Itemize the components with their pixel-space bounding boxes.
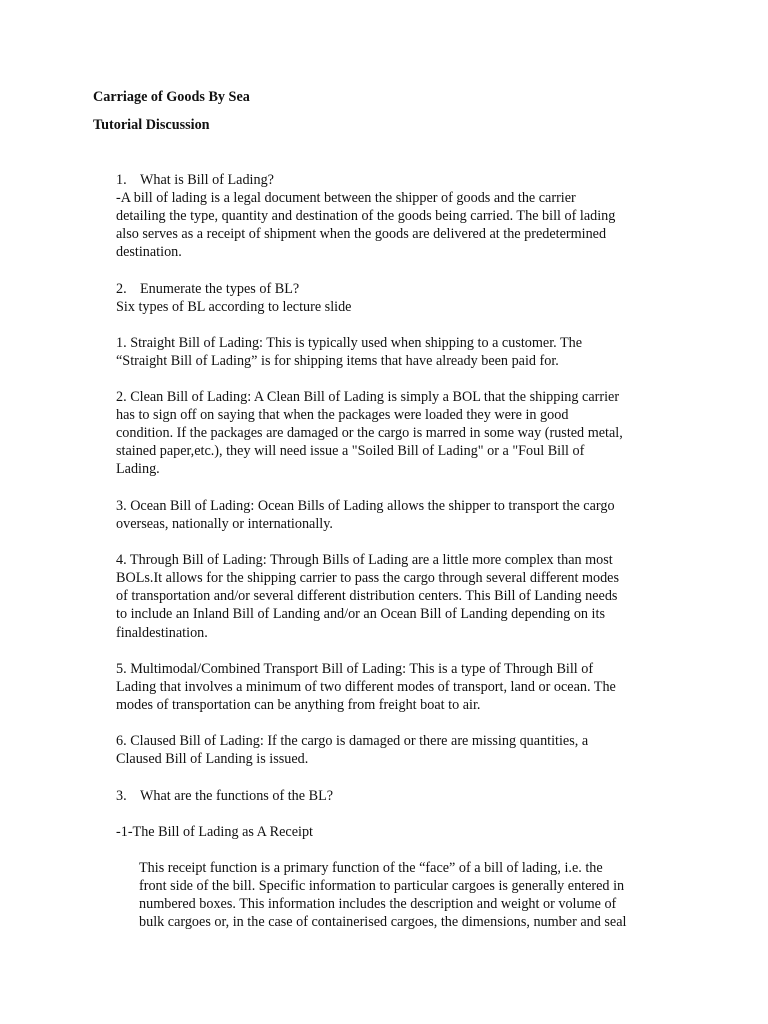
type-2-line: stained paper,etc.), they will need issue a "Soiled Bill of Lading" or a "Foul Bill of bbox=[116, 443, 585, 459]
type-4-line: to include an Inland Bill of Landing and/or an Ocean Bill of Landing depending on its bbox=[116, 606, 605, 622]
type-1-line: 1. Straight Bill of Lading: This is typically used when shipping to a customer. The bbox=[116, 335, 583, 351]
question-3 bbox=[116, 787, 333, 805]
question-1-text: What is Bill of Lading? bbox=[140, 172, 274, 188]
type-5-line: modes of transportation can be anything from freight boat to air. bbox=[116, 697, 481, 713]
function-1-para-line: numbered boxes. This information includes the description and weight or volume of bbox=[139, 896, 617, 912]
answer-1-line: detailing the type, quantity and destination of the goods being carried. The bill of lading bbox=[116, 208, 616, 224]
type-4-line: of transportation and/or several different distribution centers. This Bill of Landing needs bbox=[116, 588, 618, 604]
question-2-intro: Six types of BL according to lecture slide bbox=[116, 299, 352, 315]
answer-1-line: also serves as a receipt of shipment when the goods are delivered at the predetermined bbox=[116, 226, 607, 242]
answer-1-line: -A bill of lading is a legal document between the shipper of goods and the carrier bbox=[116, 190, 576, 206]
function-1-heading: -1-The Bill of Lading as A Receipt bbox=[116, 824, 314, 840]
document-title: Carriage of Goods By Sea bbox=[93, 89, 250, 105]
function-1-para-line: front side of the bill. Specific information to particular cargoes is generally entered in bbox=[139, 878, 625, 894]
type-2-line: condition. If the packages are damaged or the cargo is marred in some way (rusted metal, bbox=[116, 425, 623, 441]
question-2 bbox=[116, 280, 299, 298]
type-4-line: 4. Through Bill of Lading: Through Bills of Lading are a little more complex than most bbox=[116, 552, 613, 568]
type-6-line: Claused Bill of Landing is issued. bbox=[116, 751, 309, 767]
question-1-number: 1. bbox=[116, 172, 127, 188]
type-4-line: finaldestination. bbox=[116, 625, 208, 641]
type-2-line: has to sign off on saying that when the packages were loaded they were in good bbox=[116, 407, 569, 423]
type-5-line: Lading that involves a minimum of two different modes of transport, land or ocean. The bbox=[116, 679, 616, 695]
question-3-number: 3. bbox=[116, 788, 127, 804]
type-6-line: 6. Claused Bill of Lading: If the cargo is damaged or there are missing quantities, a bbox=[116, 733, 589, 749]
type-2-line: Lading. bbox=[116, 461, 160, 477]
answer-1-line: destination. bbox=[116, 244, 182, 260]
question-3-text: What are the functions of the BL? bbox=[140, 788, 334, 804]
function-1-para-line: bulk cargoes or, in the case of containerised cargoes, the dimensions, number and seal bbox=[139, 914, 627, 930]
question-2-text: Enumerate the types of BL? bbox=[140, 281, 300, 297]
type-5-line: 5. Multimodal/Combined Transport Bill of Lading: This is a type of Through Bill of bbox=[116, 661, 594, 677]
question-2-number: 2. bbox=[116, 281, 127, 297]
type-3-line: 3. Ocean Bill of Lading: Ocean Bills of Lading allows the shipper to transport the cargo bbox=[116, 498, 615, 514]
function-1-para-line: This receipt function is a primary function of the “face” of a bill of lading, i.e. the bbox=[139, 860, 603, 876]
type-1-line: “Straight Bill of Lading” is for shipping items that have already been paid for. bbox=[116, 353, 559, 369]
document-subtitle: Tutorial Discussion bbox=[93, 117, 210, 133]
type-3-line: overseas, nationally or internationally. bbox=[116, 516, 333, 532]
type-4-line: BOLs.It allows for the shipping carrier to pass the cargo through several different modes bbox=[116, 570, 619, 586]
question-1 bbox=[116, 171, 274, 189]
type-2-line: 2. Clean Bill of Lading: A Clean Bill of Lading is simply a BOL that the shipping carrier bbox=[116, 389, 620, 405]
